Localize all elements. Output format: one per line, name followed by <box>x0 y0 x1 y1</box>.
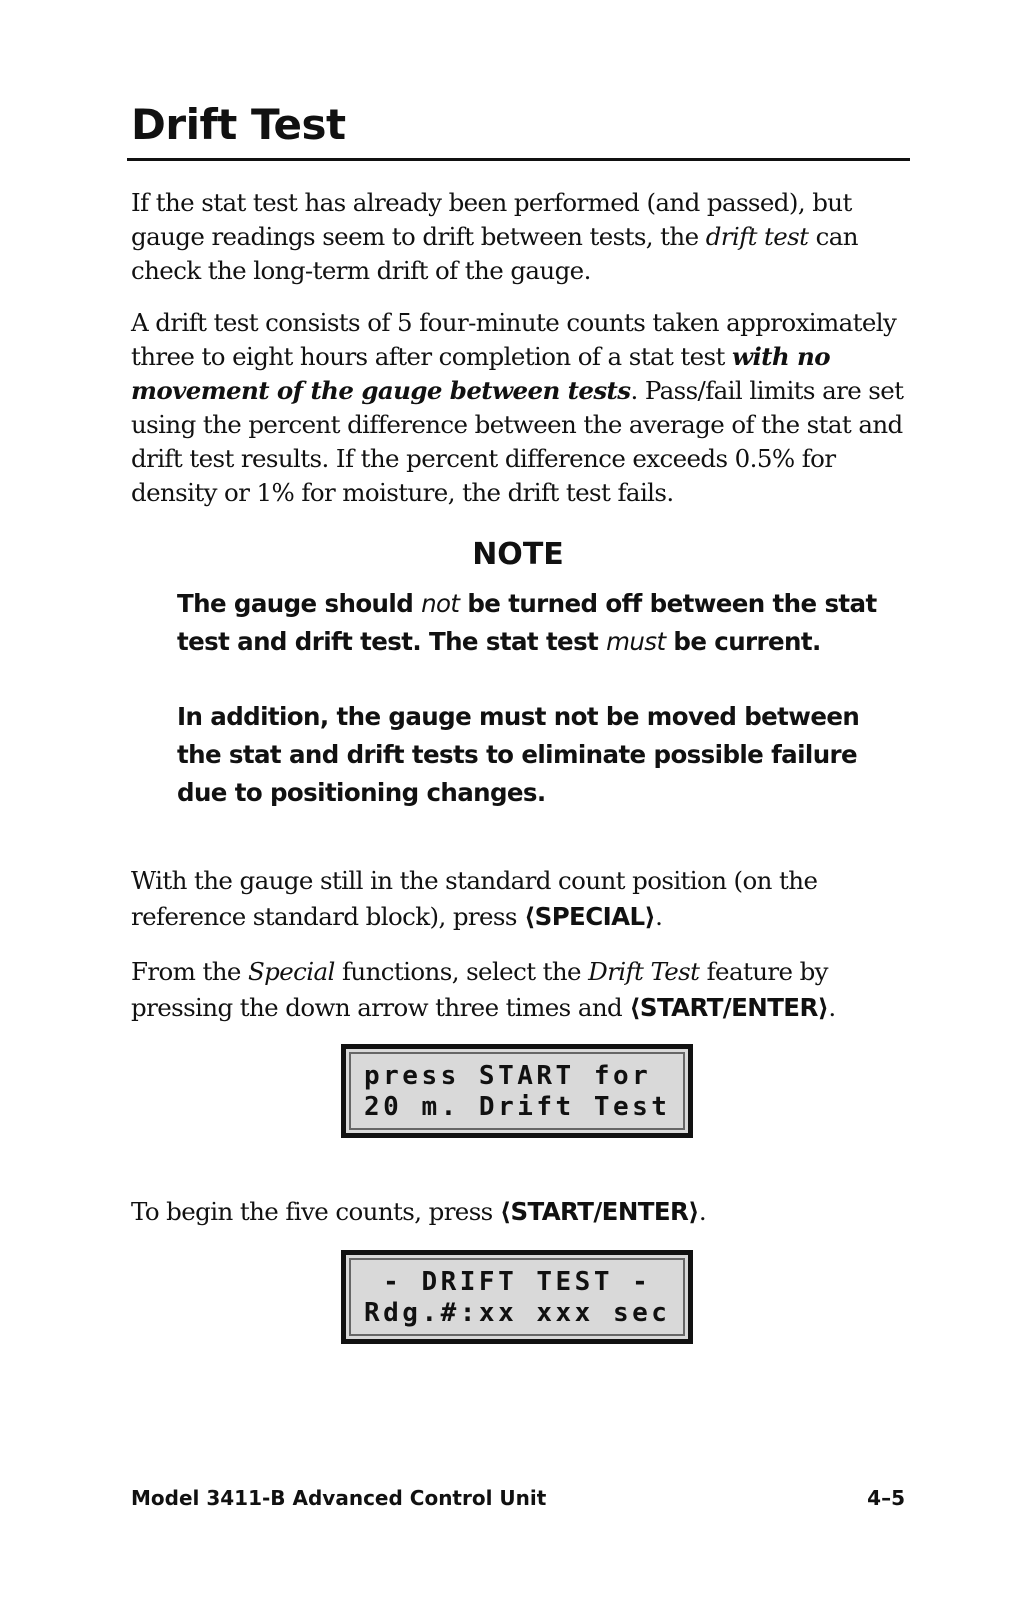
instruction-special-text-b: . <box>655 902 663 931</box>
begin-text-a: To begin the five counts, press <box>131 1197 500 1226</box>
lcd-display-start-prompt <box>341 1044 693 1138</box>
note1-text-a: The gauge should <box>177 589 422 618</box>
select-text-d: . <box>828 993 836 1022</box>
lcd-line-1: press START for <box>364 1061 652 1091</box>
instruction-select-paragraph <box>131 954 921 1026</box>
instruction-special-text-a: With the gauge still in the standard count position (on the reference standard block), press <box>131 866 818 931</box>
select-text-b: functions, select the <box>334 957 589 986</box>
note1-emphasis-not: not <box>421 589 460 618</box>
drift-description-paragraph <box>131 306 921 510</box>
lcd-line-1: - DRIFT TEST - <box>364 1267 652 1297</box>
intro-emphasis: drift test <box>705 222 809 251</box>
instruction-special-paragraph <box>131 863 921 935</box>
note1-text-b: be turned off between the stat test and drift test. The stat test <box>177 589 877 656</box>
title-rule <box>127 158 910 161</box>
start-enter-key-label: ⟨START/ENTER⟩ <box>499 1197 699 1226</box>
note1-text-c: be current. <box>665 627 821 656</box>
footer-page-number: 4–5 <box>867 1486 905 1510</box>
select-text-a: From the <box>131 957 248 986</box>
lcd-line-2: Rdg.#:xx xxx sec <box>364 1298 671 1328</box>
select-emphasis-drift-test: Drift Test <box>588 957 700 986</box>
note-paragraph-2: In addition, the gauge must not be moved between the stat and drift tests to eliminate possible failure due to positioning changes. <box>177 702 860 807</box>
note-paragraph-1 <box>177 585 877 661</box>
instruction-begin-paragraph <box>131 1194 921 1230</box>
special-key-label: ⟨SPECIAL⟩ <box>524 902 656 931</box>
lcd-line-2: 20 m. Drift Test <box>364 1092 671 1122</box>
start-enter-key-label: ⟨START/ENTER⟩ <box>629 993 829 1022</box>
intro-text-b: can check the long-term drift of the gauge. <box>131 222 858 285</box>
begin-text-b: . <box>698 1197 707 1226</box>
intro-paragraph <box>131 186 921 288</box>
select-emphasis-special: Special <box>248 957 335 986</box>
page-title: Drift Test <box>131 100 346 149</box>
description-text-a: A drift test consists of 5 four-minute counts taken approximately three to eight hours after completion of a stat test <box>131 308 897 371</box>
description-text-b: . Pass/fail limits are set using the percent difference between the average of the stat and drift test results. If the percent difference exceeds 0.5% for density or 1% for moisture, the drift test fails. <box>131 376 904 507</box>
note1-emphasis-must: must <box>606 627 666 656</box>
note-heading: NOTE <box>472 537 564 572</box>
select-text-c: feature by pressing the down arrow three times and <box>131 957 828 1022</box>
lcd-display-drift-test <box>341 1250 693 1344</box>
description-emphasis: with no movement of the gauge between tests <box>131 342 830 405</box>
intro-text-a: If the stat test has already been performed (and passed), but gauge readings seem to drift between tests, the <box>131 188 852 251</box>
footer-manual-title: Model 3411-B Advanced Control Unit <box>131 1486 547 1510</box>
